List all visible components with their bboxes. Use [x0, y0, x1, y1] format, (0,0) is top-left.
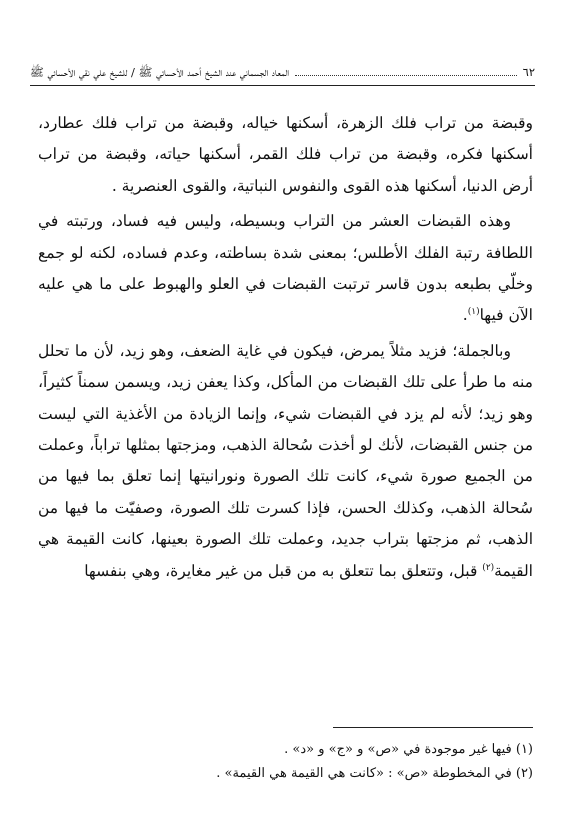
running-title: المعاد الجسماني عند الشيخ أحمد الأحسائي ﷺ / للشيخ علي نقي الأحسائي ﷺ: [30, 65, 290, 79]
footnote-divider: [333, 727, 533, 728]
header-leader-dots: [295, 75, 516, 76]
paragraph-text: وهذه القبضات العشر من التراب وبسيطه، وليس فيه فساد، ورتبته في اللطافة رتبة الفلك الأطلس؛ بمعنى شدة بساطته، وعدم فساده، لكنه لو جمع وخلّي بطبعه بدون قاسر ترتبت القبضات في العلو والهبوط على ما هي عليه الآن فيها: [38, 212, 533, 325]
footnote: (١) فيها غير موجودة في «ص» و «ج» و «د» .: [284, 742, 533, 757]
paragraph-text: وقبضة من تراب فلك الزهرة، أسكنها خياله، وقبضة من تراب فلك عطارد، أسكنها فكره، وقبضة من تراب فلك القمر، أسكنها حياته، وقبضة من تراب أرض الدنيا، أسكنها هذه القوى والنفوس النباتية، والقوى العنصرية .: [38, 114, 533, 195]
paragraph: [38, 108, 533, 202]
paragraph: [38, 336, 533, 587]
footnote-marker[interactable]: (١): [467, 307, 480, 318]
paragraph: وهذه القبضات العشر من التراب وبسيطه، وليس فيه فساد، ورتبته في اللطافة رتبة الفلك الأطلس؛ بمعنى شدة بساطته، وعدم فساده، لكنه لو جمع وخلّي بطبعه بدون قاسر ترتبت القبضات في العلو والهبوط على ما هي عليه الآن فيها$^{(١)}$.: [38, 212, 533, 325]
main-text: [38, 108, 533, 587]
paragraph-text: وبالجملة؛ فزيد مثلاً يمرض، فيكون في غاية الضعف، وهو زيد، لأن ما تحلل منه ما طرأ على تلك القبضات من المأكل، وكذا يعفن زيد، ويسمن سمناً كثيراً، وهو زيد؛ لأنه لم يزد في القبضات شيء، وإنما الزيادة من الأغذية التي ليست من جنس القبضات، لأنك لو أخذت سُحالة الذهب، ومزجتها بمثلها تراباً، وعملت من الجميع صورة شيء، كانت تلك الصورة ونورانيتها إنما تعلق بما فيها من سُحالة الذهب، وكذلك الحسن، فإذا كسرت تلك الصورة، وصفيّت ما فيها من الذهب، ثم مزجتها بتراب جديد، وعملت تلك الصورة بعينها، كانت القيمة هي القيمة: [38, 341, 533, 580]
footnote: (٢) في المخطوطة «ص» : «كانت هي القيمة هي القيمة» .: [216, 766, 533, 781]
footnote-marker[interactable]: (٢): [482, 562, 495, 573]
paragraph-text: قبل، وتتعلق بما تتعلق به من قبل من غير مغايرة، وهي بنفسها: [84, 561, 478, 580]
header-divider: [30, 85, 535, 86]
footnotes: [40, 738, 533, 786]
page-number: ٦٢: [522, 65, 535, 79]
running-header: [30, 64, 535, 80]
